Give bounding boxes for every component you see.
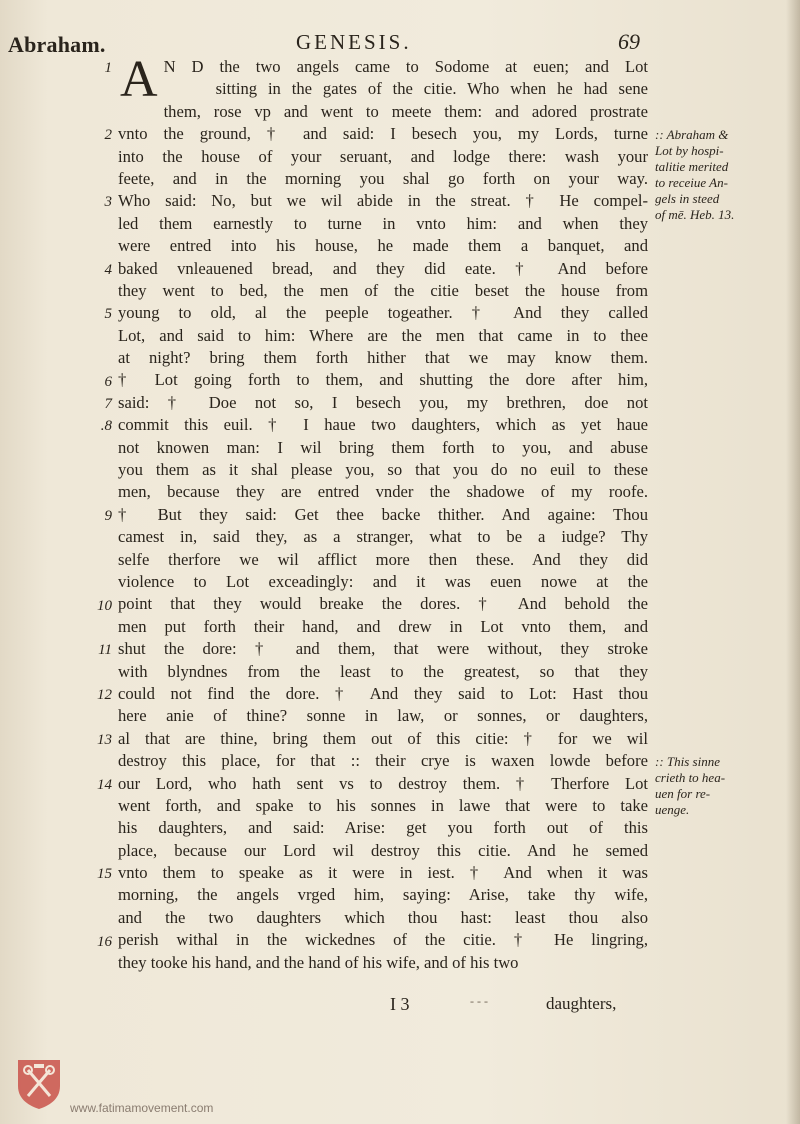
- text-line-content: his daughters, and said: Arise: get you forth out of this: [118, 818, 648, 838]
- text-line: [118, 929, 648, 951]
- text-line-content: perish withal in the wickednes of the citie. † He lingring,: [118, 930, 648, 950]
- verse-number: 14: [97, 776, 112, 793]
- margin-note-line: talitie merited: [655, 159, 729, 175]
- text-line: [118, 705, 648, 727]
- margin-note-line: uenge.: [655, 802, 690, 818]
- text-line: [118, 392, 648, 414]
- text-line-content: young to old, al the peeple togeather. † And they called: [118, 303, 648, 323]
- text-line-content: you them as it shal please you, so that you do no euil to these: [118, 460, 648, 480]
- verse-number: 9: [104, 508, 112, 524]
- text-line-content: they tooke his hand, and the hand of his wife, and of his two: [118, 952, 519, 972]
- text-line-content: them, rose vp and went to meete them: and adored prostrate: [163, 101, 648, 121]
- text-line-content: camest in, said they, as a stranger, what to be a iudge? Thy: [118, 527, 648, 547]
- running-head-title: GENESIS.: [296, 30, 412, 54]
- text-line: [118, 235, 648, 257]
- text-line: [118, 571, 648, 593]
- footer-rule: - - -: [470, 994, 488, 1008]
- text-line-content: could not find the dore. † And they said to Lot: Hast thou: [118, 683, 648, 703]
- text-line: [118, 884, 648, 906]
- text-line: [118, 369, 648, 391]
- text-line: [118, 728, 648, 750]
- verse-number: 13: [97, 732, 112, 748]
- margin-note-line: uen for re-: [655, 786, 711, 802]
- verse-number: 16: [97, 933, 112, 950]
- text-line: [118, 123, 648, 145]
- text-line: [118, 638, 648, 660]
- drop-cap: A: [120, 51, 158, 108]
- text-line: [118, 661, 648, 683]
- text-line: [118, 616, 648, 638]
- running-head-left: Abraham.: [8, 32, 106, 57]
- margin-note-line: crieth to hea-: [655, 770, 726, 786]
- margin-note-line: gels in steed: [655, 191, 720, 207]
- text-line-content: into the house of your seruant, and lodge there: wash your: [118, 146, 648, 166]
- papal-crest-icon: [14, 1056, 64, 1110]
- text-line-content: vnto the ground, † and said: I besech you, my Lords, turne: [118, 124, 648, 144]
- text-line-content: they went to bed, the men of the citie beset the house from: [118, 280, 648, 300]
- verse-number: 5: [104, 306, 112, 323]
- margin-note-line: Lot by hospi-: [655, 143, 724, 159]
- text-line-content: Who said: No, but we wil abide in the streat. † He compel-: [118, 191, 648, 211]
- verse-number: 10: [97, 597, 112, 614]
- margin-note: [655, 127, 775, 223]
- text-line-content: selfe therfore we wil afflict more then these. And they did: [118, 549, 648, 569]
- text-line-content: † But they said: Get thee backe thither. And againe: Thou: [118, 504, 648, 524]
- text-line-content: al that are thine, bring them out of this citie: † for we wil: [118, 728, 648, 748]
- text-line-content: not knowen man: I wil bring them forth to you, and abuse: [118, 437, 648, 457]
- text-line: [118, 168, 648, 190]
- text-line-content: feete, and in the morning you shal go forth on your way.: [118, 168, 648, 188]
- text-line: [118, 258, 648, 280]
- text-line: [118, 549, 648, 571]
- text-line: [164, 101, 648, 123]
- text-line: [164, 78, 648, 100]
- margin-note: [655, 754, 775, 818]
- margin-note-line: of mē. Heb. 13.: [655, 207, 735, 223]
- text-line-content: vnto them to speake as it were in iest. † And when it was: [118, 863, 648, 883]
- page-number: 69: [618, 29, 640, 54]
- margin-note-line: :: This sinne: [655, 754, 720, 770]
- verse-number: .8: [100, 418, 112, 435]
- text-line: [118, 840, 648, 862]
- text-line: [118, 325, 648, 347]
- text-line-content: were entred into his house, he made them a banquet, and: [118, 236, 648, 256]
- verse-number: 11: [98, 642, 112, 659]
- text-line: [118, 414, 648, 436]
- text-line-content: men put forth their hand, and drew in Lot vnto them, and: [118, 616, 648, 636]
- text-line-content: led them earnestly to turne in vnto him: and when they: [118, 213, 648, 233]
- text-line-content: sitting in the gates of the citie. Who when he had sene: [215, 79, 648, 99]
- text-line: [118, 773, 648, 795]
- text-line-content: with blyndnes from the least to the greatest, so that they: [118, 661, 648, 681]
- text-line: [118, 952, 648, 974]
- text-line-content: point that they would breake the dores. † And behold the: [118, 594, 648, 614]
- text-line: [118, 459, 648, 481]
- scripture-text-block: [118, 51, 648, 974]
- page-edge-shadow: [786, 0, 800, 1124]
- text-line: [118, 862, 648, 884]
- catchword: daughters,: [546, 994, 617, 1013]
- text-line-content: baked vnleauened bread, and they did eate. † And before: [118, 258, 648, 278]
- text-line: [118, 683, 648, 705]
- text-line: [118, 593, 648, 615]
- verse-number: 15: [97, 866, 112, 883]
- text-line: [118, 280, 648, 302]
- text-line: [118, 907, 648, 929]
- text-line: [118, 526, 648, 548]
- text-line-content: at night? bring them forth hither that we may know them.: [118, 348, 648, 368]
- text-line-content: morning, the angels vrged him, saying: Arise, take thy wife,: [118, 885, 648, 905]
- website-watermark: www.fatimamovement.com: [70, 1101, 214, 1115]
- signature-mark: I 3: [390, 994, 410, 1014]
- verse-number: 1: [104, 60, 112, 76]
- text-line-content: violence to Lot exceadingly: and it was euen nowe at the: [118, 571, 648, 591]
- text-line: [118, 437, 648, 459]
- text-line-content: here anie of thine? sonne in law, or sonnes, or daughters,: [118, 706, 648, 726]
- verse-number: 6: [104, 373, 112, 390]
- text-line: [118, 795, 648, 817]
- text-line-content: † Lot going forth to them, and shutting the dore after him,: [118, 370, 648, 390]
- text-line: [118, 481, 648, 503]
- text-line: [118, 347, 648, 369]
- text-line-content: shut the dore: † and them, that were without, they stroke: [118, 639, 648, 659]
- text-line-content: men, because they are entred vnder the shadowe of my roofe.: [118, 482, 648, 502]
- verse-number: 4: [104, 261, 112, 278]
- verse-number: 12: [97, 687, 112, 704]
- margin-note-line: :: Abraham &: [655, 127, 729, 143]
- text-line: [118, 504, 648, 526]
- text-line-content: N D the two angels came to Sodome at euen; and Lot: [163, 57, 648, 76]
- text-line-content: and the two daughters which thou hast: least thou also: [118, 907, 648, 927]
- text-line: [118, 146, 648, 168]
- text-line-content: Lot, and said to him: Where are the men that came in to thee: [118, 325, 648, 345]
- text-line: [118, 302, 648, 324]
- verse-number: 3: [104, 194, 112, 211]
- text-line-content: place, because our Lord wil destroy this citie. And he semed: [118, 840, 648, 860]
- text-line-content: said: † Doe not so, I besech you, my brethren, doe not: [118, 392, 648, 412]
- text-line: [118, 817, 648, 839]
- verse-number: 7: [104, 396, 112, 412]
- verse-number: 2: [104, 127, 112, 144]
- text-line-content: our Lord, who hath sent vs to destroy them. † Therfore Lot: [118, 773, 648, 793]
- text-line-content: went forth, and spake to his sonnes in lawe that were to take: [118, 795, 648, 815]
- margin-note-line: to receiue An-: [655, 175, 728, 191]
- text-line: [118, 190, 648, 212]
- text-line: [118, 213, 648, 235]
- text-line-content: commit this euil. † I haue two daughters, which as yet haue: [118, 415, 648, 435]
- text-line-content: destroy this place, for that :: their crye is waxen lowde before: [118, 751, 648, 771]
- text-line: [118, 750, 648, 772]
